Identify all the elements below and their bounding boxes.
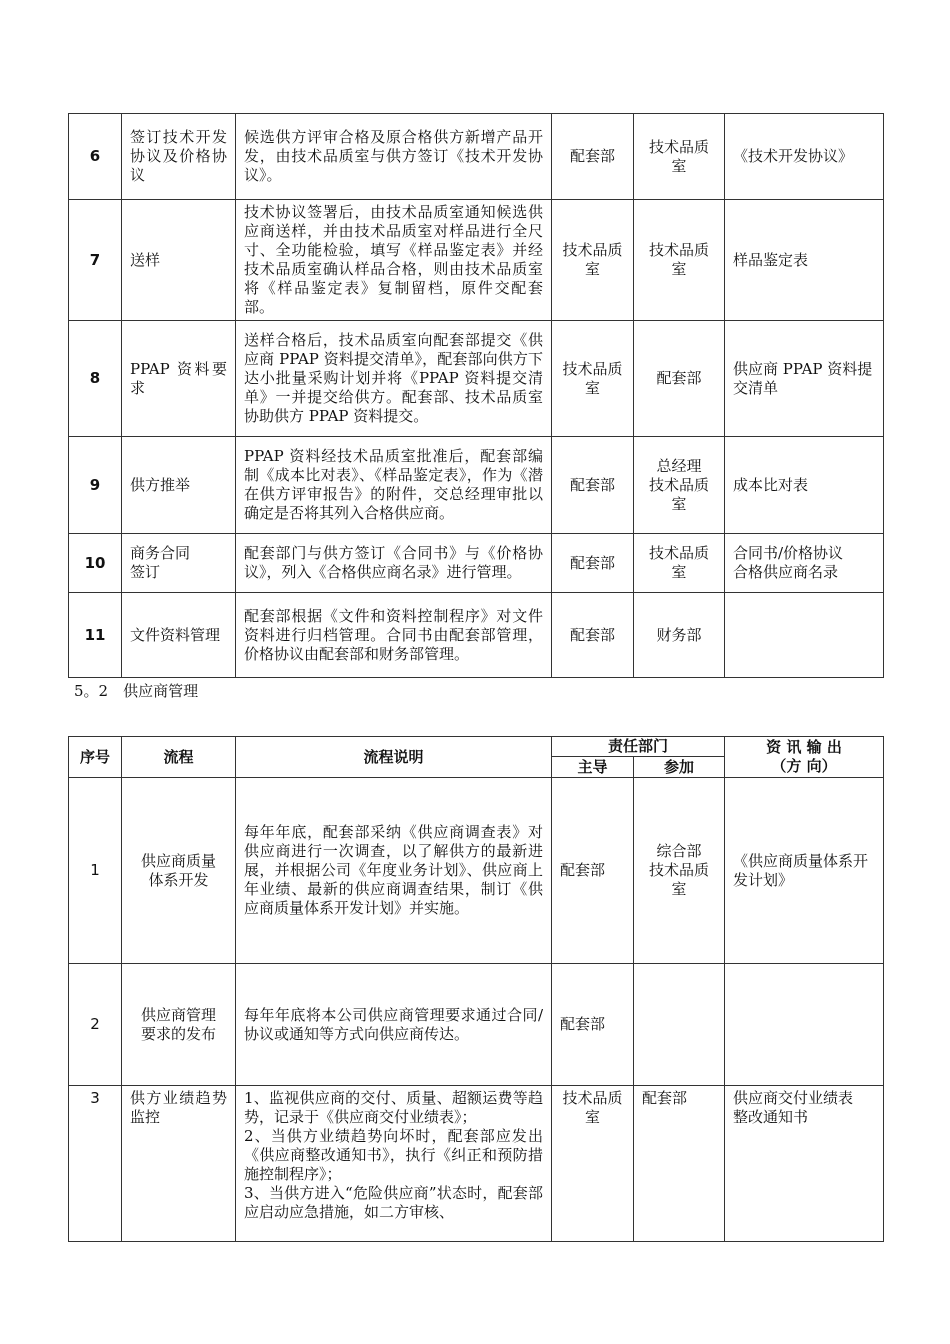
assist-line: 技术品质室 xyxy=(648,475,709,513)
process-description: PPAP 资料经技术品质室批准后，配套部编制《成本比对表》、《样品鉴定表》，作为《潜在供方评审报告》的附件，交总经理审批以确定是否将其列入合格供应商。 xyxy=(236,437,552,534)
output-document xyxy=(725,534,884,593)
name-line: 供应商管理 xyxy=(140,1005,216,1024)
lead-department: 技术品质室 xyxy=(552,1086,634,1242)
row-number: 10 xyxy=(69,534,122,593)
name-line: 供应商质量 xyxy=(140,851,216,870)
row-number: 8 xyxy=(69,321,122,437)
assist-line: 综合部 xyxy=(656,842,702,860)
output-document: 成本比对表 xyxy=(725,437,884,534)
header-output-line: （方 向） xyxy=(771,757,837,775)
table-row xyxy=(69,200,884,321)
lead-department: 技术品质室 xyxy=(552,321,634,437)
header-department: 责任部门 xyxy=(552,737,725,757)
table-row xyxy=(69,1086,884,1242)
row-number: 6 xyxy=(69,114,122,200)
assist-department xyxy=(634,964,725,1086)
header-row xyxy=(69,737,884,757)
lead-department: 配套部 xyxy=(552,964,634,1086)
lead-department: 配套部 xyxy=(552,778,634,964)
output-document xyxy=(725,593,884,678)
header-description: 流程说明 xyxy=(236,737,552,778)
process-description: 每年年底，配套部采纳《供应商调查表》对供应商进行一次调查，以了解供方的最新进展，并根据公司《年度业务计划》、供应商上年业绩、最新的供应商调查结果，制订《供应商质量体系开发计划》并实施。 xyxy=(236,778,552,964)
process-table-2 xyxy=(68,736,884,1242)
table-row xyxy=(69,437,884,534)
process-description: 送样合格后，技术品质室向配套部提交《供应商 PPAP 资料提交清单》，配套部向供方下达小批量采购计划并将《PPAP 资料提交清单》一并提交给供方。配套部、技术品质室协助供方 PPAP 资料提交。 xyxy=(236,321,552,437)
header-lead: 主导 xyxy=(552,757,634,778)
row-number: 2 xyxy=(69,964,122,1086)
process-name xyxy=(122,778,236,964)
assist-department xyxy=(634,437,725,534)
lead-department: 配套部 xyxy=(552,437,634,534)
header-output xyxy=(725,737,884,778)
row-number: 11 xyxy=(69,593,122,678)
output-document: 《供应商质量体系开发计划》 xyxy=(725,778,884,964)
name-line: 体系开发 xyxy=(148,870,209,889)
output-document: 样品鉴定表 xyxy=(725,200,884,321)
process-description: 技术协议签署后，由技术品质室通知候选供应商送样，并由技术品质室对样品进行全尺寸、全功能检验，填写《样品鉴定表》并经技术品质室确认样品合格，则由技术品质室将《样品鉴定表》复制留档，原件交配套部。 xyxy=(236,200,552,321)
process-name: 供方业绩趋势监控 xyxy=(122,1086,236,1242)
output-document xyxy=(725,964,884,1086)
lead-department: 配套部 xyxy=(552,534,634,593)
assist-line: 总经理 xyxy=(656,456,702,475)
process-description xyxy=(236,1086,552,1242)
process-name: 供方推举 xyxy=(122,437,236,534)
header-assist: 参加 xyxy=(634,757,725,778)
row-number: 3 xyxy=(69,1086,122,1242)
output-line: 合同书/价格协议 xyxy=(733,544,844,562)
process-name xyxy=(122,964,236,1086)
output-line: 合格供应商名录 xyxy=(733,563,839,581)
section-heading: 5。2 供应商管理 xyxy=(74,682,199,700)
row-number: 1 xyxy=(69,778,122,964)
output-line: 整改通知书 xyxy=(733,1108,809,1126)
lead-department: 配套部 xyxy=(552,114,634,200)
header-flow: 流程 xyxy=(122,737,236,778)
name-line: 商务合同 xyxy=(130,544,191,562)
output-document xyxy=(725,1086,884,1242)
name-line: 要求的发布 xyxy=(140,1024,216,1043)
header-number: 序号 xyxy=(69,737,122,778)
row-number: 7 xyxy=(69,200,122,321)
process-description: 候选供方评审合格及原合格供方新增产品开发，由技术品质室与供方签订《技术开发协议》。 xyxy=(236,114,552,200)
output-document: 供应商 PPAP 资料提交清单 xyxy=(725,321,884,437)
process-name: PPAP 资料要求 xyxy=(122,321,236,437)
output-line: 供应商交付业绩表 xyxy=(733,1089,854,1107)
process-description: 配套部门与供方签订《合同书》与《价格协议》，列入《合格供应商名录》进行管理。 xyxy=(236,534,552,593)
process-name: 签订技术开发协议及价格协议 xyxy=(122,114,236,200)
process-description: 配套部根据《文件和资料控制程序》对文件资料进行归档管理。合同书由配套部管理，价格协议由配套部和财务部管理。 xyxy=(236,593,552,678)
table-row xyxy=(69,534,884,593)
lead-department: 技术品质室 xyxy=(552,200,634,321)
description-line: 2、当供方业绩趋势向坏时，配套部应发出《供应商整改通知书》，执行《纠正和预防措施控制程序》； xyxy=(244,1127,543,1183)
process-description: 每年年底将本公司供应商管理要求通过合同/协议或通知等方式向供应商传达。 xyxy=(236,964,552,1086)
description-line: 3、当供方进入“危险供应商”状态时，配套部应启动应急措施，如二方审核、 xyxy=(244,1184,543,1221)
process-name xyxy=(122,534,236,593)
description-line: 1、监视供应商的交付、质量、超额运费等趋势，记录于《供应商交付业绩表》； xyxy=(244,1089,543,1126)
process-name: 文件资料管理 xyxy=(122,593,236,678)
table-row xyxy=(69,114,884,200)
process-name: 送样 xyxy=(122,200,236,321)
name-line: 签订 xyxy=(130,563,161,581)
header-output-line: 资 讯 输 出 xyxy=(766,738,842,756)
table-row xyxy=(69,964,884,1086)
table-row xyxy=(69,778,884,964)
assist-department: 技术品质室 xyxy=(634,114,725,200)
lead-department: 配套部 xyxy=(552,593,634,678)
assist-line: 技术品质室 xyxy=(649,861,710,898)
assist-department: 技术品质室 xyxy=(634,534,725,593)
assist-department: 财务部 xyxy=(634,593,725,678)
output-document: 《技术开发协议》 xyxy=(725,114,884,200)
assist-department: 技术品质室 xyxy=(634,200,725,321)
assist-department: 配套部 xyxy=(634,321,725,437)
table-row xyxy=(69,593,884,678)
assist-department: 配套部 xyxy=(634,1086,725,1242)
row-number: 9 xyxy=(69,437,122,534)
assist-department xyxy=(634,778,725,964)
table-row xyxy=(69,321,884,437)
process-table-1 xyxy=(68,113,884,678)
